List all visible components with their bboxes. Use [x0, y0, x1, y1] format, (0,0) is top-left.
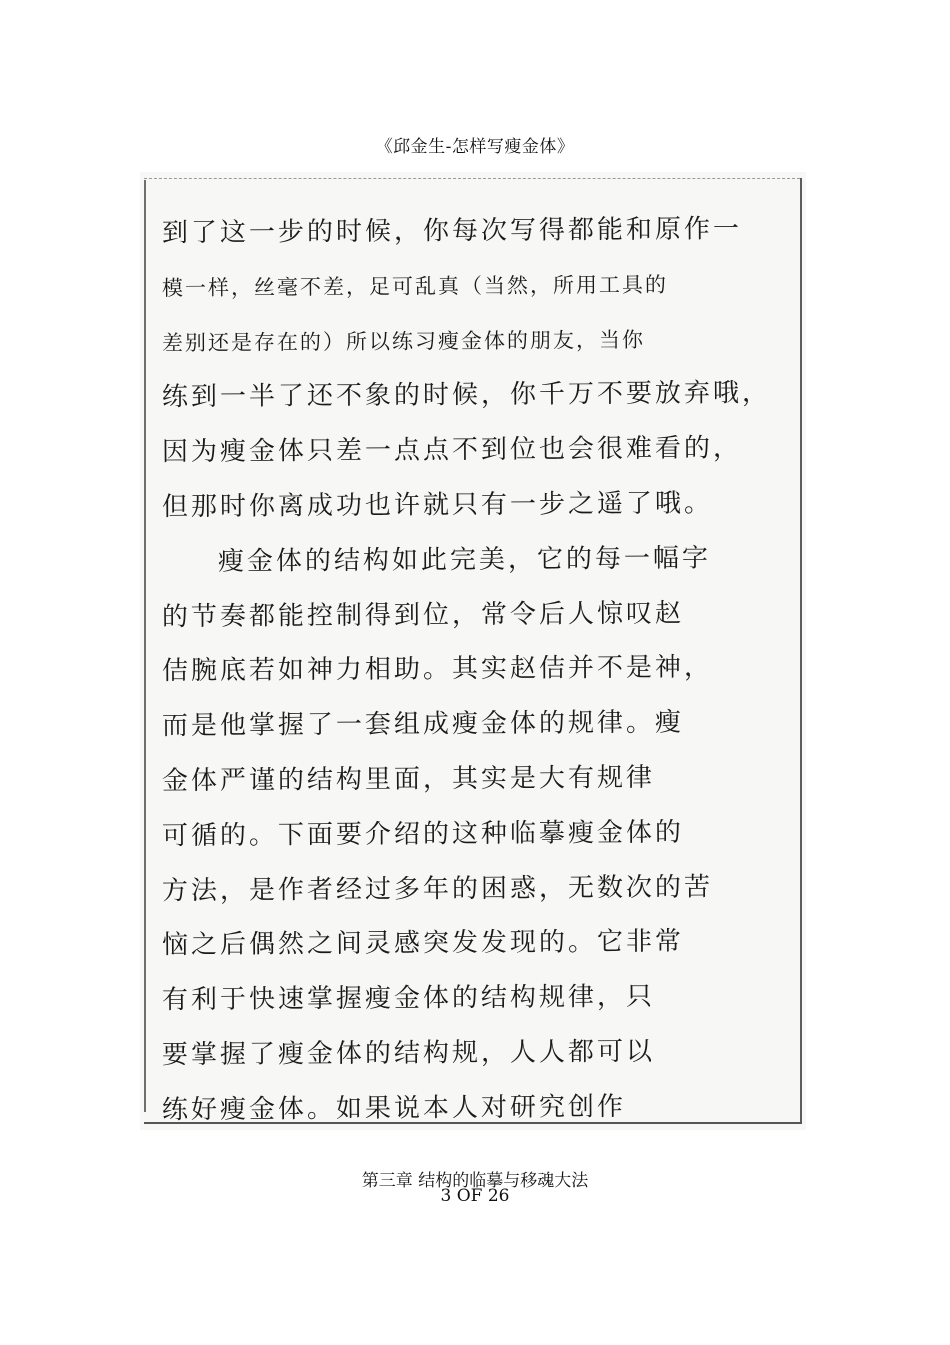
document-title: 《邱金生-怎样写瘦金体》: [375, 137, 575, 157]
handwritten-line: 金体严谨的结构里面，其实是大有规律: [161, 762, 656, 797]
handwritten-line: 但那时你离成功也许就只有一步之遥了哦。: [161, 488, 714, 523]
scanned-handwriting-page: [140, 172, 806, 1130]
handwritten-line: 而是他掌握了一套组成瘦金体的规律。瘦: [161, 707, 685, 742]
handwritten-line: 差别还是存在的）所以练习瘦金体的朋友，当你: [161, 327, 646, 355]
handwritten-line: 的节奏都能控制得到位，常令后人惊叹赵: [161, 598, 685, 632]
handwritten-line: 要掌握了瘦金体的结构规，人人都可以: [161, 1036, 656, 1071]
handwritten-line: 练好瘦金体。如果说本人对研究创作: [161, 1091, 627, 1125]
scan-border-top: [144, 178, 800, 180]
handwritten-line: 方法，是作者经过多年的困惑，无数次的苦: [161, 871, 714, 906]
handwritten-line: 到了这一步的时候，你每次写得都能和原作一: [161, 214, 743, 249]
handwritten-line: 可循的。下面要介绍的这种临摹瘦金体的: [161, 817, 685, 851]
scan-border-left: [144, 180, 147, 1112]
handwritten-line: 有利于快速掌握瘦金体的结构规律，只: [161, 981, 656, 1016]
page-number: 3 OF 26: [440, 1186, 510, 1206]
scan-border-right: [799, 178, 802, 1124]
handwritten-line: 佶腕底若如神力相助。其实赵佶并不是神，: [161, 652, 714, 687]
handwritten-text-block: [162, 204, 792, 1136]
handwritten-line: 因为瘦金体只差一点点不到位也会很难看的，: [161, 433, 743, 468]
handwritten-line: 恼之后偶然之间灵感突发发现的。它非常: [161, 926, 685, 961]
handwritten-line: 瘦金体的结构如此完美，它的每一幅字: [217, 543, 712, 577]
handwritten-line: 练到一半了还不象的时候，你千万不要放弃哦，: [161, 378, 772, 413]
handwritten-line: 模一样，丝毫不差，足可乱真（当然，所用工具的: [161, 272, 669, 300]
chapter-title: 第三章 结构的临摹与移魂大法: [361, 1171, 589, 1191]
